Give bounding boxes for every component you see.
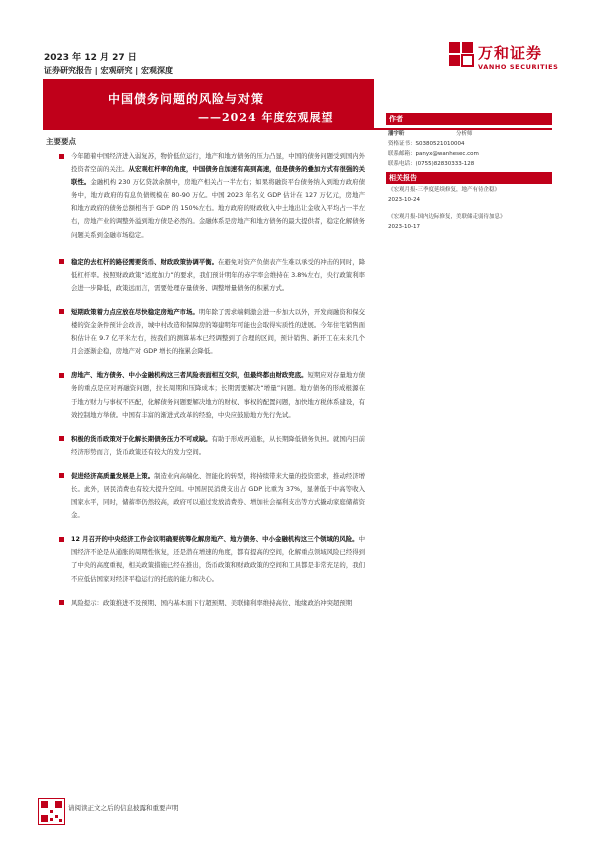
point-text: 在避免对资产负债表产生难以承受的冲击的同时，降低杠杆率。按照财政政策“适度加力”的要求，我们预计明年的赤字率会维持在 3.8%左右，央行政策利率会进一步降低，政策远而言，需要处理存量债务、调整增量债务的积累方式。 [71, 257, 365, 292]
company-name-cn: 万和证券 [478, 44, 543, 62]
risk-warning [59, 597, 365, 610]
point-paragraph [59, 150, 365, 242]
report-title: 中国债务问题的风险与对策 [108, 92, 265, 106]
point-bold-text: 促进经济高质量发展是上策。 [71, 471, 155, 480]
report-type: 证券研究报告 | 宏观研究 | 宏观深度 [44, 66, 173, 75]
point-bold-text: 积极的货币政策对于化解长期债务压力不可或缺。 [71, 434, 212, 443]
bullet-icon [59, 436, 64, 441]
risk-warning-text: 风险提示：政策推进不及预期、国内基本面下行超预期、美联储利率维持高位、地缘政治冲突超预期 [71, 598, 353, 607]
point-paragraph [59, 369, 365, 421]
point-text: 短期应对存量地方债务的重点是应对再融资问题，拉长周期和压降成本；长期需要解决“增量”问题。地方债务的形成根源在于地方财力与事权不匹配，化解债务问题要解决地方的财权、事权的配置问题，加快地方税体系建设，有效控制地方举债。中国有丰富的渐进式改革的经验，中央应鼓励地方先行先试。 [71, 371, 366, 419]
author-section-heading: 作者 [386, 113, 552, 125]
disclaimer-note[interactable]: 请阅读正文之后的信息披露和重要声明 [68, 804, 179, 812]
bullet-icon [59, 154, 64, 159]
main-points-body [59, 150, 365, 621]
point-bold-text: 稳定的去杠杆的路径需要货币、财政政策协调平衡。 [71, 257, 218, 266]
bullet-icon [59, 600, 64, 605]
title-divider [43, 128, 552, 130]
company-name-en: VANHO SECURITIES [478, 63, 559, 71]
point-text: 有助于形成再通胀，从长期降低债务负担。就国内目前经济形势而言，货币政策还有较大的发力空间。 [71, 434, 365, 456]
bullet-icon [59, 537, 64, 542]
author-phone: 联系电话：(0755)82830333-128 [388, 161, 475, 167]
bullet-icon [59, 259, 64, 264]
author-name: 潘宇昕 [388, 131, 405, 137]
point-text: 金融机构 230 万亿贷款余额中，房地产相关占一半左右；如果将融资平台债务纳入到地方政府债务中，地方政府的有息负债规模在 80-90 万亿。中国 2023 年名义 GDP 估计在 127 万亿元，房地产和地方政府的债务总额相当于 GDP 的 150%左右。地方政府的财政收入中土地出让金收入平均占一半左右，房地产业的调整外溢到地方债是必然的。金融体系是房地产和地方债务的最大提供者，稳定化解债务问题关系到金融市场稳定。 [71, 178, 365, 239]
qr-code-icon [38, 798, 65, 825]
report-date: 2023 年 12 月 27 日 [44, 53, 137, 63]
point-text: 制造业向高端化、智能化的转型，将持续带来大量的投资需求，推动经济增长。此外，居民消费也有较大提升空间。中国居民消费支出占 GDP 比重为 37%，显著低于中高等收入国家水平，同时，储蓄率仍然较高，政府可以通过发放消费券、增加社会福利支出等方式撬动家庭储蓄资金。 [71, 471, 366, 520]
point-text: 中国经济不论是从通胀的周期性恢复，还是潜在增速的角度，都有提高的空间，化解重点领域风险已经得到了中央的高度重视，相关政策措施已经在推出，货币政策和财政政策的空间和工具都是非常充足的，我们不应低估国家对经济平稳运行的托底的能力和决心。 [71, 535, 365, 583]
point-text: 今年随着中国经济进入弱复苏，物价低位运行，地产和地方债务的压力凸显，中国的债务问题受到国内外投资者空前的关注。 [71, 152, 365, 174]
main-points-heading: 主要要点 [46, 137, 76, 146]
point-paragraph [59, 433, 365, 459]
point-bold-text: 从宏观杠杆率的角度，中国债务自加速有高到高速，但是债务的叠加方式有很强的关联性。 [71, 165, 366, 187]
company-logo-icon [447, 40, 475, 70]
bullet-icon [59, 373, 64, 378]
point-paragraph [59, 533, 365, 585]
point-text: 明年除了需求端刺激会进一步加大以外，开发商融资和保交楼的资金条件预计会改善，城中村改造和保障房的筹建明年可能也会取得实质性的进展。今年住宅销售面积估计在 9.7 亿平米左右，按我们的测算基本已经调整到了合理的区间，预计销售、新开工在未来几个月会逐渐企稳，房地产对 GDP 增长的拖累会降低。 [71, 307, 366, 356]
point-bold-text: 12 月召开的中央经济工作会议明确要统筹化解房地产、地方债务、中小金融机构这三个领域的风险。 [71, 535, 359, 544]
bullet-icon [59, 473, 64, 478]
related-reports-heading: 相关报告 [386, 172, 552, 184]
report-subtitle: ——2024 年度宏观展望 [198, 111, 334, 124]
point-paragraph [59, 306, 365, 358]
point-bold-text: 房地产、地方债务、中小金融机构这三者风险表面相互交织，但最终都由财政兜底。 [71, 371, 308, 380]
point-paragraph [59, 470, 365, 522]
related-report-date: 2023-10-17 [388, 224, 420, 230]
related-report-title[interactable]: 《宏观月报-三季度延续修复，地产有待企稳》 [388, 187, 500, 193]
author-cert: 资格证书：S0380521010004 [388, 141, 465, 147]
author-email: 联系邮箱：panyx@wanhesec.com [388, 151, 479, 157]
point-paragraph [59, 256, 365, 295]
bullet-icon [59, 309, 64, 314]
author-title: 分析师 [456, 131, 473, 137]
related-report-date: 2023-10-24 [388, 197, 420, 203]
point-bold-text: 短期政策着力点应放在尽快稳定房地产市场。 [71, 307, 199, 316]
related-report-title[interactable]: 《宏观月报-国内边际修复，美联储走弱待加息》 [388, 214, 506, 220]
